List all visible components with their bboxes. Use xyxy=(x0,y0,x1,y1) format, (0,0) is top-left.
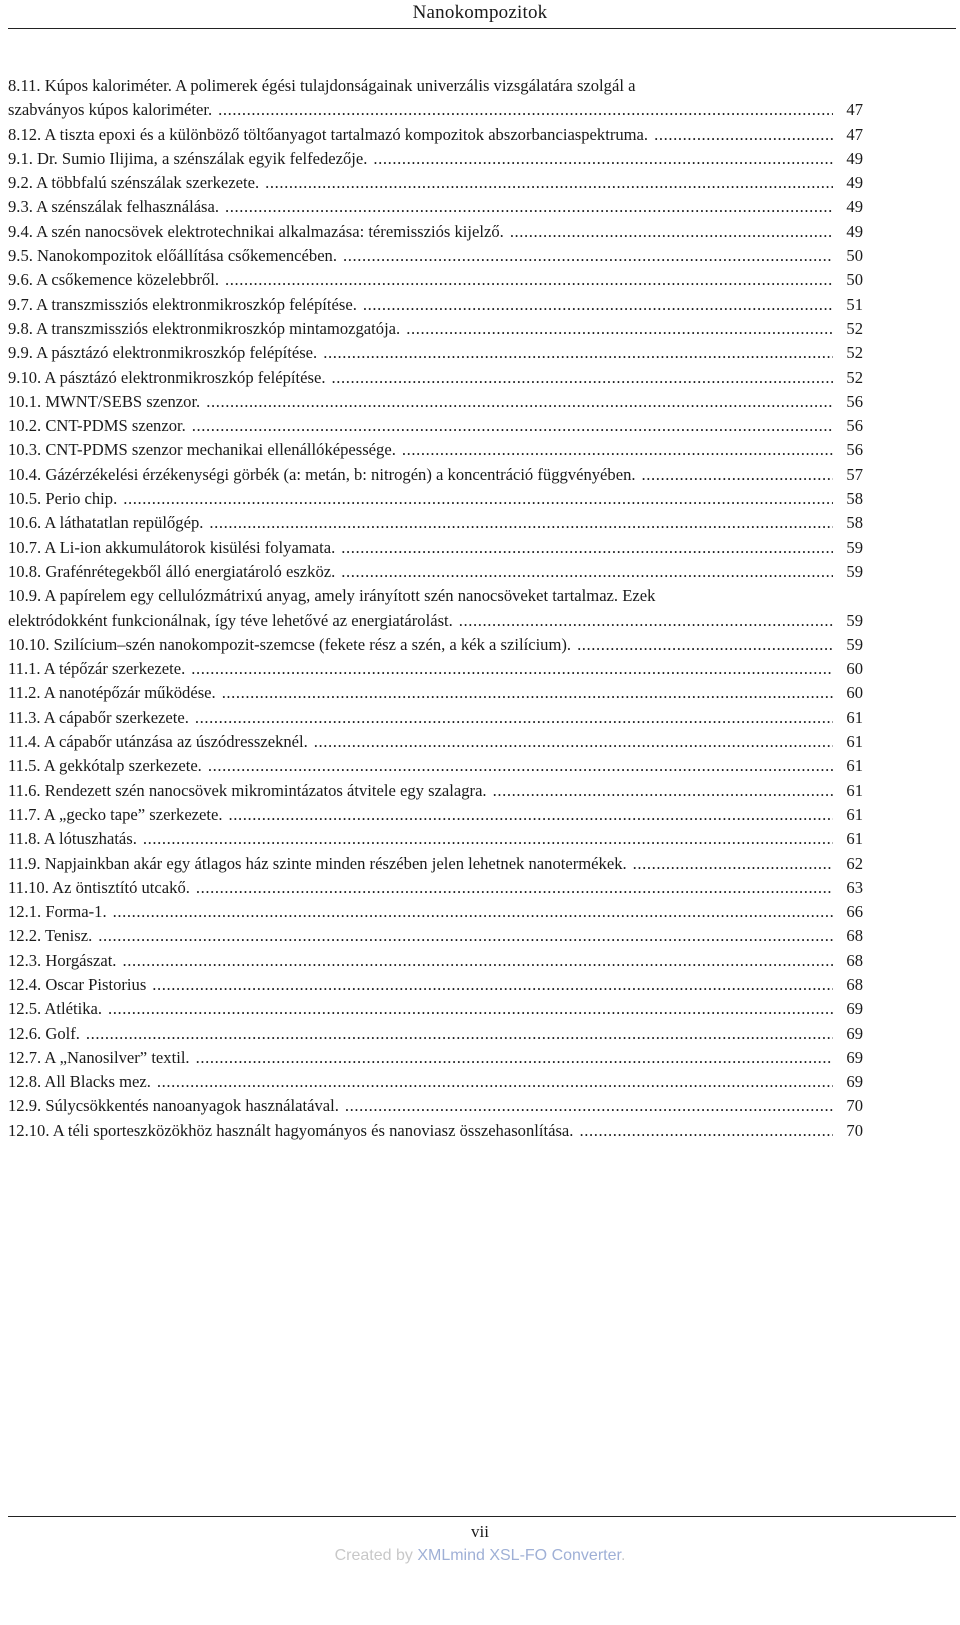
toc-page-number: 61 xyxy=(846,780,863,800)
dot-leader xyxy=(189,706,833,730)
credit-prefix: Created by xyxy=(334,1547,418,1564)
toc-entry-text: 10.10. Szilícium–szén nanokompozit-szemcse (fekete rész a szén, a kék a szilícium). xyxy=(8,634,572,654)
toc-entry-text: 12.9. Súlycsökkentés nanoanyagok használatával. xyxy=(8,1096,339,1116)
dot-leader xyxy=(317,341,833,365)
toc-entry-text: 11.2. A nanotépőzár működése. xyxy=(8,683,216,703)
toc-entry[interactable] xyxy=(8,341,863,365)
toc-page-number: 61 xyxy=(846,829,863,849)
toc-entry-line xyxy=(8,924,863,948)
toc-page-number: 47 xyxy=(846,100,863,120)
toc-entry-text: 11.1. A tépőzár szerkezete. xyxy=(8,659,186,679)
toc-entry-line xyxy=(8,779,863,803)
toc-entry-line xyxy=(8,706,863,730)
toc-page-number: 69 xyxy=(846,1047,863,1067)
toc-entry-line xyxy=(8,293,863,317)
toc-entry-line xyxy=(8,414,863,438)
toc-page-number: 50 xyxy=(846,270,863,290)
toc-page-number: 66 xyxy=(846,902,863,922)
toc-entry-text: 9.9. A pásztázó elektronmikroszkóp felépítése. xyxy=(8,343,318,363)
dot-leader xyxy=(636,463,833,487)
toc-page-number: 61 xyxy=(846,756,863,776)
toc-page-number: 56 xyxy=(846,416,863,436)
toc-page-number: 68 xyxy=(846,950,863,970)
toc-entry[interactable] xyxy=(8,366,863,390)
toc-entry-line xyxy=(8,390,863,414)
toc-entry-text: 9.3. A szénszálak felhasználása. xyxy=(8,197,220,217)
dot-leader xyxy=(151,1070,833,1094)
toc-entry-text: 12.8. All Blacks mez. xyxy=(8,1072,151,1092)
dot-leader xyxy=(190,1046,833,1070)
toc-page-number: 62 xyxy=(846,853,863,873)
toc-page-number: 70 xyxy=(846,1120,863,1140)
toc-entry[interactable] xyxy=(8,1070,863,1094)
toc-page-number: 52 xyxy=(846,343,863,363)
dot-leader xyxy=(308,730,833,754)
toc-page-number: 61 xyxy=(846,707,863,727)
toc-page-number: 60 xyxy=(846,659,863,679)
toc-entry-text: 10.5. Perio chip. xyxy=(8,489,118,509)
toc-entry-text: 12.3. Horgászat. xyxy=(8,950,117,970)
toc-entry-line xyxy=(8,536,863,560)
toc-entry[interactable] xyxy=(8,657,863,681)
toc-entry-line xyxy=(8,949,863,973)
toc-entry-text: 12.7. A „Nanosilver” textil. xyxy=(8,1047,190,1067)
toc-entry-text: 8.12. A tiszta epoxi és a különböző töltőanyagot tartalmazó kompozitok abszorbanciaspektruma. xyxy=(8,124,649,144)
toc-entry-text: 9.7. A transzmissziós elektronmikroszkóp felépítése. xyxy=(8,294,357,314)
toc-page-number: 68 xyxy=(846,926,863,946)
dot-leader xyxy=(219,195,833,219)
toc-entry[interactable] xyxy=(8,171,863,195)
dot-leader xyxy=(367,147,833,171)
toc-entry-text: 12.5. Atlétika. xyxy=(8,999,103,1019)
toc-entry-text: 9.2. A többfalú szénszálak szerkezete. xyxy=(8,173,260,193)
dot-leader xyxy=(573,1119,833,1143)
dot-leader xyxy=(212,98,833,122)
toc-entry-text: 10.4. Gázérzékelési érzékenységi görbék (a: metán, b: nitrogén) a koncentráció függvényében. xyxy=(8,464,636,484)
toc-entry-line xyxy=(8,900,863,924)
toc-entry-text: szabványos kúpos kaloriméter. xyxy=(8,100,213,120)
toc-entry-text: 11.3. A cápabőr szerkezete. xyxy=(8,707,189,727)
toc-entry-line xyxy=(8,1046,863,1070)
toc-page-number: 63 xyxy=(846,877,863,897)
toc-entry[interactable] xyxy=(8,244,863,268)
toc-entry-line xyxy=(8,730,863,754)
toc-entry[interactable] xyxy=(8,633,863,657)
toc-entry-line xyxy=(8,487,863,511)
toc-entry[interactable] xyxy=(8,414,863,438)
toc-entry[interactable] xyxy=(8,438,863,462)
header-title: Nanokompozitok xyxy=(412,2,548,23)
toc-entry-line xyxy=(8,366,863,390)
toc-entry-line xyxy=(8,973,863,997)
toc-page-number: 69 xyxy=(846,999,863,1019)
toc-entry-text: 11.10. Az öntisztító utcakő. xyxy=(8,877,190,897)
toc-entry-text: 10.1. MWNT/SEBS szenzor. xyxy=(8,391,201,411)
toc-entry-text: 12.6. Golf. xyxy=(8,1023,80,1043)
dot-leader xyxy=(339,1094,833,1118)
toc-entry-line xyxy=(8,681,863,705)
dot-leader xyxy=(326,366,834,390)
toc-entry-text: 9.6. A csőkemence közelebbről. xyxy=(8,270,220,290)
toc-page-number: 61 xyxy=(846,732,863,752)
toc-entry[interactable] xyxy=(8,730,863,754)
toc-entry-text: 11.4. A cápabőr utánzása az úszódresszeknél. xyxy=(8,732,308,752)
toc-entry[interactable] xyxy=(8,706,863,730)
dot-leader xyxy=(200,390,833,414)
toc-page-number: 70 xyxy=(846,1096,863,1116)
toc-page-number: 68 xyxy=(846,974,863,994)
dot-leader xyxy=(190,876,833,900)
dot-leader xyxy=(203,511,833,535)
toc-page-number: 58 xyxy=(846,513,863,533)
toc-entry-line xyxy=(8,997,863,1021)
toc-page-number: 57 xyxy=(846,464,863,484)
toc-entry[interactable] xyxy=(8,1119,863,1143)
dot-leader xyxy=(107,900,833,924)
toc-entry-line xyxy=(8,560,863,584)
toc-entry[interactable] xyxy=(8,681,863,705)
toc-entry[interactable] xyxy=(8,779,863,803)
toc-page-number: 59 xyxy=(846,561,863,581)
toc-entry-text: 8.11. Kúpos kaloriméter. A polimerek égési tulajdonságainak univerzális vizsgálatára szolgál a xyxy=(8,76,636,95)
toc-entry-text: 10.2. CNT-PDMS szenzor. xyxy=(8,416,186,436)
toc-page-number: 59 xyxy=(846,634,863,654)
toc-entry-text: 11.8. A lótuszhatás. xyxy=(8,829,137,849)
toc-page-number: 49 xyxy=(846,197,863,217)
toc-entry-line xyxy=(8,123,863,147)
toc-entry-text: 10.8. Grafénrétegekből álló energiatároló eszköz. xyxy=(8,561,336,581)
dot-leader xyxy=(627,852,833,876)
dot-leader xyxy=(396,438,833,462)
dot-leader xyxy=(117,487,833,511)
toc-entry-text: 9.1. Dr. Sumio Ilijima, a szénszálak egyik felfedezője. xyxy=(8,148,368,168)
dot-leader xyxy=(186,414,833,438)
toc-page-number: 56 xyxy=(846,391,863,411)
dot-leader xyxy=(202,754,833,778)
toc-entry-line xyxy=(8,827,863,851)
toc-entry-text: 9.5. Nanokompozitok előállítása csőkemencében. xyxy=(8,246,338,266)
toc-entry[interactable] xyxy=(8,803,863,827)
toc-entry-line xyxy=(8,633,863,657)
dot-leader xyxy=(648,123,833,147)
dot-leader xyxy=(92,924,833,948)
dot-leader xyxy=(223,803,833,827)
toc-entry-line xyxy=(8,244,863,268)
toc-entry-line xyxy=(8,195,863,219)
toc-page-number: 49 xyxy=(846,173,863,193)
toc-page-number: 51 xyxy=(846,294,863,314)
dot-leader xyxy=(259,171,833,195)
toc-entry-text: 9.8. A transzmissziós elektronmikroszkóp mintamozgatója. xyxy=(8,318,401,338)
toc-entry-text: 11.5. A gekkótalp szerkezete. xyxy=(8,756,202,776)
toc-entry-line xyxy=(8,171,863,195)
toc-entry[interactable] xyxy=(8,1094,863,1118)
toc-entry-text: 12.4. Oscar Pistorius xyxy=(8,974,147,994)
dot-leader xyxy=(337,244,833,268)
toc-page-number: 69 xyxy=(846,1023,863,1043)
toc-page-number: 59 xyxy=(846,537,863,557)
toc-entry[interactable] xyxy=(8,876,863,900)
toc-entry-text: 10.7. A Li-ion akkumulátorok kisülési folyamata. xyxy=(8,537,336,557)
toc-entry-line xyxy=(8,754,863,778)
toc-entry-line xyxy=(8,852,863,876)
dot-leader xyxy=(487,779,833,803)
toc-entry-text: 10.6. A láthatatlan repülőgép. xyxy=(8,513,204,533)
toc-entry[interactable] xyxy=(8,195,863,219)
toc-entry-text: 9.4. A szén nanocsövek elektrotechnikai alkalmazása: téremissziós kijelző. xyxy=(8,221,504,241)
dot-leader xyxy=(335,560,833,584)
dot-leader xyxy=(453,609,833,633)
toc-entry-line xyxy=(8,1094,863,1118)
toc-entry-text: 10.3. CNT-PDMS szenzor mechanikai ellenállóképessége. xyxy=(8,440,396,460)
toc-page-number: 58 xyxy=(846,489,863,509)
credit-brand: XMLmind XSL-FO Converter xyxy=(417,1547,621,1564)
toc-entry[interactable] xyxy=(8,754,863,778)
dot-leader xyxy=(216,681,833,705)
toc-entry-text: 10.9. A papírelem egy cellulózmátrixú anyag, amely irányított szén nanocsöveket tartalmaz. Ezek xyxy=(8,586,656,606)
dot-leader xyxy=(335,536,833,560)
toc-entry-text: elektródokként funkcionálnak, így téve lehetővé az energiatárolást. xyxy=(8,610,453,630)
toc-entry-line xyxy=(8,511,863,535)
dot-leader xyxy=(357,293,833,317)
toc-entry-line xyxy=(8,463,863,487)
toc-entry-line xyxy=(8,609,863,633)
dot-leader xyxy=(185,657,833,681)
toc-entry-line xyxy=(8,220,863,244)
toc-entry-line xyxy=(8,1070,863,1094)
toc-entry[interactable] xyxy=(8,584,863,633)
toc-entry-text: 12.2. Tenisz. xyxy=(8,926,93,946)
toc-entry[interactable] xyxy=(8,220,863,244)
toc-entry[interactable] xyxy=(8,463,863,487)
toc-entry-line xyxy=(8,1119,863,1143)
toc-entry-line xyxy=(8,341,863,365)
toc-entry-line xyxy=(8,438,863,462)
toc-page-number: 60 xyxy=(846,683,863,703)
toc-page-number: 61 xyxy=(846,804,863,824)
toc-entry[interactable] xyxy=(8,973,863,997)
toc-entry-line xyxy=(8,147,863,171)
toc-entry[interactable] xyxy=(8,511,863,535)
toc-entry-line xyxy=(8,803,863,827)
toc-entry[interactable] xyxy=(8,487,863,511)
toc-page-number: 49 xyxy=(846,221,863,241)
toc-entry[interactable] xyxy=(8,1022,863,1046)
toc-entry[interactable] xyxy=(8,536,863,560)
footer-rule xyxy=(8,1516,956,1517)
toc-entry[interactable] xyxy=(8,924,863,948)
generator-credit xyxy=(0,1544,960,1568)
toc-entry[interactable] xyxy=(8,900,863,924)
header-rule xyxy=(8,28,956,29)
toc-entry-line xyxy=(8,657,863,681)
toc-page-number: 56 xyxy=(846,440,863,460)
toc-entry[interactable] xyxy=(8,949,863,973)
toc-entry-line xyxy=(8,98,863,122)
dot-leader xyxy=(219,268,833,292)
dot-leader xyxy=(102,997,833,1021)
dot-leader xyxy=(146,973,833,997)
toc-entry[interactable] xyxy=(8,1046,863,1070)
dot-leader xyxy=(137,827,833,851)
toc-entry[interactable] xyxy=(8,74,863,123)
page-number: vii xyxy=(471,1522,489,1541)
toc-entry[interactable] xyxy=(8,147,863,171)
toc-entry[interactable] xyxy=(8,317,863,341)
toc-entry[interactable] xyxy=(8,293,863,317)
toc-page-number: 49 xyxy=(846,148,863,168)
credit-suffix: . xyxy=(620,1547,626,1564)
toc-entry[interactable] xyxy=(8,852,863,876)
toc-entry-line xyxy=(8,268,863,292)
toc-entry-text: 12.10. A téli sporteszközökhöz használt hagyományos és nanoviasz összehasonlítása. xyxy=(8,1120,574,1140)
toc-page-number: 59 xyxy=(846,610,863,630)
toc-entry-text: 11.7. A „gecko tape” szerkezete. xyxy=(8,804,223,824)
dot-leader xyxy=(80,1022,833,1046)
toc-page-number: 69 xyxy=(846,1072,863,1092)
dot-leader xyxy=(504,220,833,244)
dot-leader xyxy=(571,633,833,657)
toc-entry-line xyxy=(8,317,863,341)
toc-entry[interactable] xyxy=(8,997,863,1021)
toc-entry-text: 11.9. Napjainkban akár egy átlagos ház szinte minden részében jelen lehetnek nanotermékek. xyxy=(8,853,627,873)
toc-entry[interactable] xyxy=(8,123,863,147)
toc-page-number: 50 xyxy=(846,246,863,266)
toc-entry[interactable] xyxy=(8,827,863,851)
list-of-figures xyxy=(8,74,863,1143)
toc-entry-text: 12.1. Forma-1. xyxy=(8,902,107,922)
toc-page-number: 52 xyxy=(846,318,863,338)
toc-entry[interactable] xyxy=(8,268,863,292)
toc-entry[interactable] xyxy=(8,390,863,414)
toc-page-number: 47 xyxy=(846,124,863,144)
toc-entry-line xyxy=(8,876,863,900)
running-header xyxy=(0,0,960,28)
dot-leader xyxy=(400,317,833,341)
toc-entry-text: 9.10. A pásztázó elektronmikroszkóp felépítése. xyxy=(8,367,326,387)
toc-page-number: 52 xyxy=(846,367,863,387)
toc-entry[interactable] xyxy=(8,560,863,584)
dot-leader xyxy=(116,949,833,973)
toc-entry-line xyxy=(8,1022,863,1046)
toc-entry-text: 11.6. Rendezett szén nanocsövek mikromintázatos átvitele egy szalagra. xyxy=(8,780,487,800)
